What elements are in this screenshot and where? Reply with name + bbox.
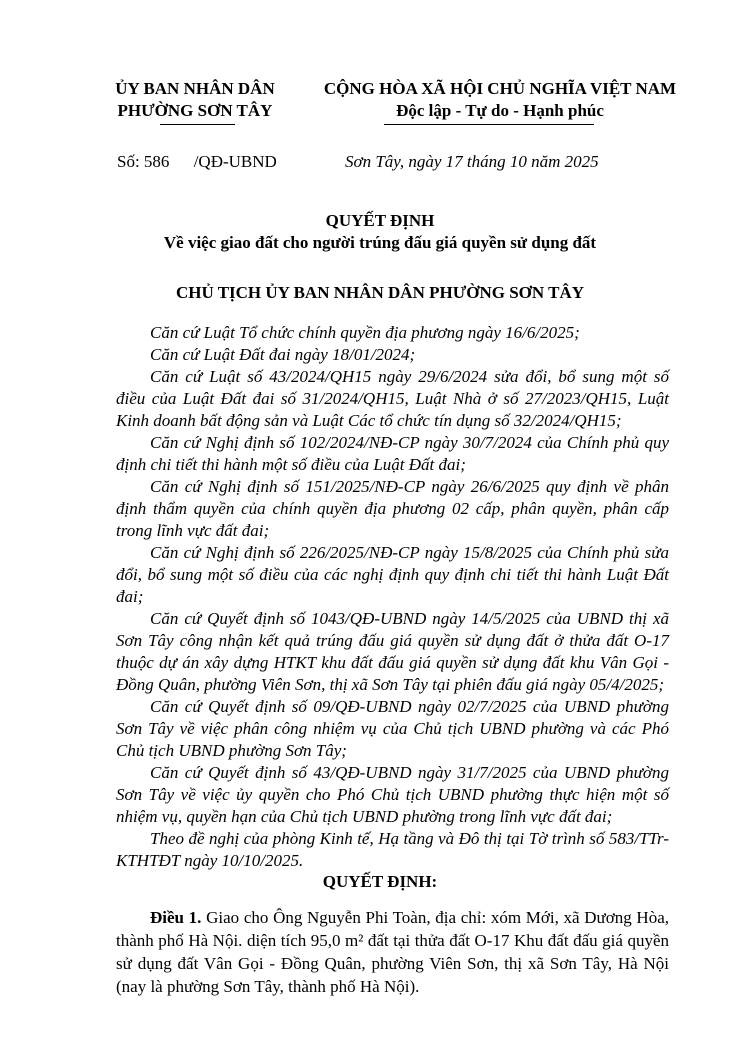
document-date: Sơn Tây, ngày 17 tháng 10 năm 2025 xyxy=(345,152,599,171)
issuer-line-1: ỦY BAN NHÂN DÂN xyxy=(115,79,275,98)
document-number xyxy=(117,152,283,172)
issuer-underline xyxy=(160,124,235,125)
article-1-text: Giao cho Ông Nguyễn Phi Toàn, địa chỉ: xóm Mới, xã Dương Hòa, thành phố Hà Nội. diện tích 95,0 m² đất tại thửa đất O-17 Khu đất đấu giá quyền sử dụng đất Vân Gọi - Đồng Quân, phường Viên Sơn, thị xã Sơn Tây, Hà Nội (nay là phường Sơn Tây, thành phố Hà Nội). xyxy=(116,908,670,996)
document-number-suffix: /QĐ-UBND xyxy=(193,152,277,171)
legal-basis-item: Căn cứ Luật Đất đai ngày 18/01/2024; xyxy=(150,345,416,364)
motto-underline xyxy=(384,124,594,125)
legal-basis-item: Căn cứ Luật Tổ chức chính quyền địa phương ngày 16/6/2025; xyxy=(150,323,580,342)
document-number-label: Số: 586 xyxy=(117,152,170,171)
legal-basis-item: Căn cứ Quyết định số 09/QĐ-UBND ngày 02/7/2025 của UBND phường Sơn Tây về việc phân công nhiệm vụ của Chủ tịch UBND phường và các Phó Chủ tịch UBND phường Sơn Tây; xyxy=(116,697,669,760)
national-motto: Độc lập - Tự do - Hạnh phúc xyxy=(396,101,604,120)
authority-title: CHỦ TỊCH ỦY BAN NHÂN DÂN PHƯỜNG SƠN TÂY xyxy=(175,283,585,302)
legal-bases xyxy=(116,322,669,872)
legal-basis-item: Theo đề nghị của phòng Kinh tế, Hạ tầng và Đô thị tại Tờ trình số 583/TTr-KTHTĐT ngày 10/10/2025. xyxy=(116,829,669,870)
legal-basis-item: Căn cứ Quyết định số 1043/QĐ-UBND ngày 14/5/2025 của UBND thị xã Sơn Tây công nhận kết quả trúng đấu giá quyền sử dụng đất ở thửa đất O-17 thuộc dự án xây dựng HTKT khu đất đấu giá quyền sử dụng đất khu Vân Gọi - Đồng Quân, phường Viên Sơn, thị xã Sơn Tây tại phiên đấu giá ngày 05/4/2025; xyxy=(116,609,669,694)
issuer-line-2: PHƯỜNG SƠN TÂY xyxy=(117,101,273,120)
legal-basis-item: Căn cứ Nghị định số 151/2025/NĐ-CP ngày 26/6/2025 quy định về phân định thẩm quyền của chính quyền địa phương 02 cấp, phân quyền, phân cấp trong lĩnh vực đất đai; xyxy=(116,477,669,540)
issuer-header xyxy=(100,78,290,122)
national-title: CỘNG HÒA XÃ HỘI CHỦ NGHĨA VIỆT NAM xyxy=(323,79,677,98)
decision-heading: QUYẾT ĐỊNH: xyxy=(322,872,438,891)
decision-subject: Về việc giao đất cho người trúng đấu giá quyền sử dụng đất xyxy=(163,233,597,252)
legal-basis-item: Căn cứ Luật số 43/2024/QH15 ngày 29/6/2024 sửa đổi, bổ sung một số điều của Luật Đất đai số 31/2024/QH15, Luật Nhà ở số 27/2023/QH15, Luật Kinh doanh bất động sản và Luật Các tổ chức tín dụng số 32/2024/QH15; xyxy=(116,367,669,430)
legal-basis-item: Căn cứ Nghị định số 226/2025/NĐ-CP ngày 15/8/2025 của Chính phủ sửa đổi, bổ sung một số điều của các nghị định quy định chi tiết thi hành Luật Đất đai; xyxy=(116,543,669,606)
article-1 xyxy=(116,906,669,998)
decision-title: QUYẾT ĐỊNH xyxy=(325,211,435,230)
legal-basis-item: Căn cứ Quyết định số 43/QĐ-UBND ngày 31/7/2025 của UBND phường Sơn Tây về việc ủy quyền cho Phó Chủ tịch UBND phường thực hiện một số nhiệm vụ, quyền hạn của Chủ tịch UBND phường trong lĩnh vực đất đai; xyxy=(116,763,669,826)
article-1-label: Điều 1. xyxy=(150,908,202,927)
legal-basis-item: Căn cứ Nghị định số 102/2024/NĐ-CP ngày 30/7/2024 của Chính phủ quy định chi tiết thi hành một số điều của Luật Đất đai; xyxy=(116,433,669,474)
national-header xyxy=(290,78,710,122)
